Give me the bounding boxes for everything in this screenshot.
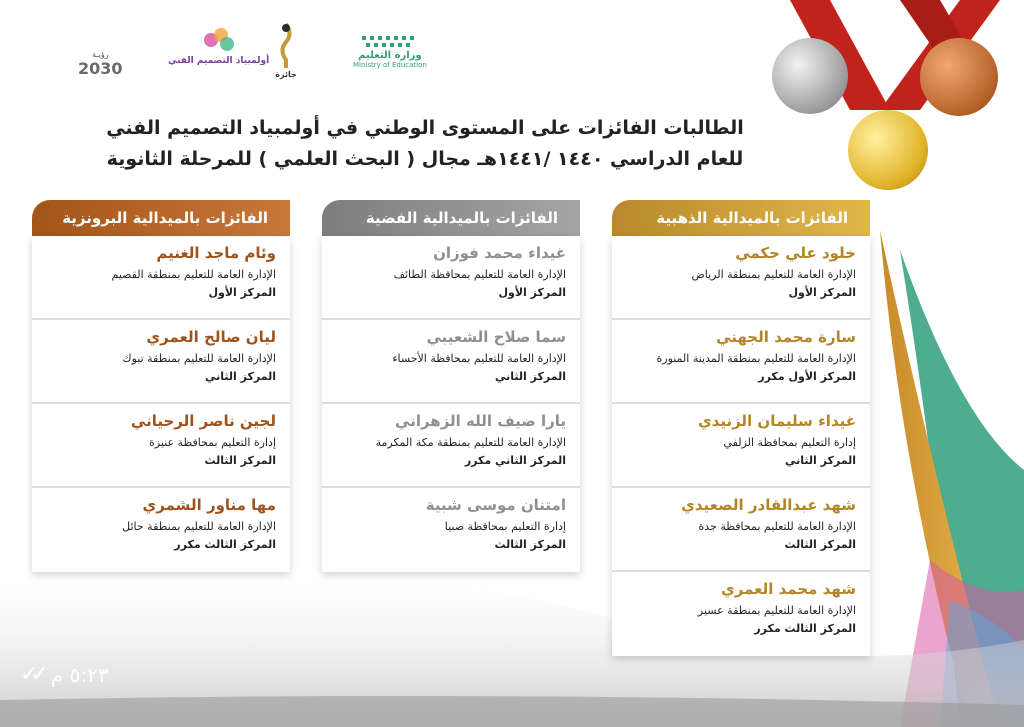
title-line-1: الطالبات الفائزات على المستوى الوطني في أولمبياد التصميم الفني bbox=[106, 117, 744, 139]
winner-name: شهد محمد العمري bbox=[721, 580, 856, 598]
trophy-figure-icon bbox=[273, 22, 299, 70]
winner-name: يارا ضيف الله الزهراني bbox=[395, 412, 566, 430]
list-item bbox=[612, 404, 870, 488]
winner-rank: المركز الثالث مكرر bbox=[754, 622, 856, 635]
list-item bbox=[32, 488, 290, 572]
ministry-mark: وزارة التعليم bbox=[358, 50, 422, 61]
winner-department: الإدارة العامة للتعليم بمنطقة المدينة المنورة bbox=[656, 352, 856, 365]
gold-medal bbox=[848, 110, 928, 190]
gold-column-header: الفائزات بالميدالية الذهبية bbox=[612, 200, 870, 236]
winner-name: غيداء سليمان الزنيدي bbox=[697, 412, 856, 430]
winner-department: إدارة التعليم بمحافظة الزلفي bbox=[723, 436, 856, 449]
silver-winners-list bbox=[322, 236, 580, 572]
page-title bbox=[80, 113, 770, 175]
ministry-pattern-icon bbox=[360, 34, 420, 50]
vision-mark: 2030 bbox=[78, 59, 123, 78]
winner-name: مها مناور الشمري bbox=[142, 496, 276, 514]
winner-rank: المركز الأول bbox=[788, 286, 856, 299]
winner-name: غيداء محمد فوزان bbox=[433, 244, 566, 262]
silver-medal bbox=[772, 38, 848, 114]
bronze-medal bbox=[920, 38, 998, 116]
winner-rank: المركز الثاني bbox=[205, 370, 276, 383]
bronze-column bbox=[32, 200, 290, 572]
ministry-logo bbox=[353, 34, 427, 69]
olympiad-logo bbox=[168, 26, 269, 66]
winner-department: الإدارة العامة للتعليم بمحافظة الأحساء bbox=[392, 352, 566, 365]
winner-rank: المركز الثالث bbox=[204, 454, 276, 467]
vision-caption: رؤيـة bbox=[91, 50, 109, 59]
winner-department: الإدارة العامة للتعليم بمحافظة الطائف bbox=[393, 268, 566, 281]
winner-name: سارة محمد الجهني bbox=[716, 328, 856, 346]
winner-rank: المركز الثالث مكرر bbox=[174, 538, 276, 551]
list-item bbox=[322, 404, 580, 488]
list-item bbox=[612, 488, 870, 572]
list-item bbox=[612, 236, 870, 320]
ministry-caption: Ministry of Education bbox=[353, 61, 427, 69]
winner-department: الإدارة العامة للتعليم بمنطقة حائل bbox=[122, 520, 276, 533]
winner-name: سما صلاح الشعيبي bbox=[426, 328, 566, 346]
gold-winners-list bbox=[612, 236, 870, 656]
winner-rank: المركز الثالث bbox=[494, 538, 566, 551]
winner-name: امتنان موسى شبية bbox=[425, 496, 566, 514]
winner-department: الإدارة العامة للتعليم بمنطقة عسير bbox=[697, 604, 856, 617]
winner-rank: المركز الثالث bbox=[784, 538, 856, 551]
winner-rank: المركز الأول bbox=[208, 286, 276, 299]
winner-name: لجين ناصر الرحياني bbox=[130, 412, 276, 430]
vision-2030-logo bbox=[78, 50, 123, 78]
double-check-icon: ✓✓ bbox=[20, 662, 41, 687]
winner-name: شهد عبدالقادر الصعيدي bbox=[681, 496, 856, 514]
flower-icon bbox=[199, 26, 239, 56]
silver-column-header: الفائزات بالميدالية الفضية bbox=[322, 200, 580, 236]
winner-department: الإدارة العامة للتعليم بمنطقة الرياض bbox=[691, 268, 856, 281]
winner-rank: المركز الثاني bbox=[495, 370, 566, 383]
olympiad-mark: أولمبياد التصميم الفني bbox=[168, 56, 270, 66]
title-line-2 bbox=[80, 144, 770, 175]
list-item bbox=[612, 572, 870, 656]
winner-department: الإدارة العامة للتعليم بمنطقة مكة المكرمة bbox=[375, 436, 566, 449]
contest-logo bbox=[273, 22, 299, 79]
list-item bbox=[32, 404, 290, 488]
gold-column bbox=[612, 200, 870, 656]
winner-name: خلود علي حكمي bbox=[735, 244, 856, 262]
winner-department: الإدارة العامة للتعليم بمحافظة جدة bbox=[698, 520, 856, 533]
title-line-2-start: للعام الدراسي ١٤٤٠ /١٤٤١هـ مجال ( bbox=[406, 148, 744, 170]
logo-row bbox=[78, 18, 438, 98]
silver-column bbox=[322, 200, 580, 572]
list-item bbox=[322, 236, 580, 320]
list-item bbox=[32, 320, 290, 404]
contest-mark: جائزة bbox=[275, 70, 297, 79]
winner-rank: المركز الثاني مكرر bbox=[464, 454, 566, 467]
winner-rank: المركز الأول مكرر bbox=[758, 370, 856, 383]
list-item bbox=[32, 236, 290, 320]
winner-department: إدارة التعليم بمحافظة عنيزة bbox=[149, 436, 276, 449]
winner-department: إدارة التعليم بمحافظة صبيا bbox=[444, 520, 566, 533]
title-highlight: البحث العلمي bbox=[273, 148, 400, 170]
message-timestamp bbox=[20, 662, 109, 687]
winner-name: ليان صالح العمري bbox=[146, 328, 276, 346]
bronze-column-header: الفائزات بالميدالية البرونزية bbox=[32, 200, 290, 236]
winner-rank: المركز الأول bbox=[498, 286, 566, 299]
list-item bbox=[322, 488, 580, 572]
winner-name: وئام ماجد الغنيم bbox=[156, 244, 276, 262]
winner-department: الإدارة العامة للتعليم بمنطقة تبوك bbox=[122, 352, 276, 365]
bronze-winners-list bbox=[32, 236, 290, 572]
message-time: ٥:٢٣ م bbox=[50, 662, 109, 687]
title-line-2-end: ) للمرحلة الثانوية bbox=[106, 148, 268, 170]
list-item bbox=[322, 320, 580, 404]
winner-rank: المركز الثاني bbox=[785, 454, 856, 467]
winner-department: الإدارة العامة للتعليم بمنطقة القصيم bbox=[111, 268, 276, 281]
list-item bbox=[612, 320, 870, 404]
